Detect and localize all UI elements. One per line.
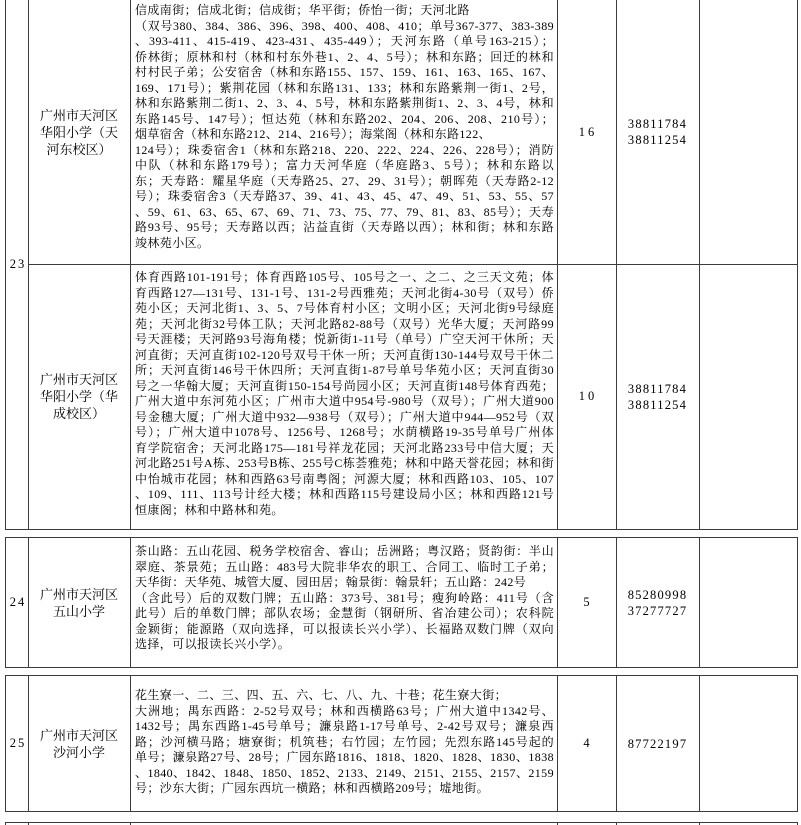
row-number-cell: 23 <box>9 257 27 271</box>
street-line: 村村民子弟；公安宿舍（林和东路155、157、159、161、163、165、167、 <box>135 65 554 79</box>
phone-number: 38811784 <box>627 381 688 396</box>
street-line: 路；沙河横马路；塘寮街；机筑巷；右竹园；左竹园；先烈东路145号起的 <box>135 734 554 749</box>
table-row <box>5 675 798 812</box>
class-count-cell: 4 <box>583 736 593 750</box>
street-line: 广州大道中东河苑小区；广州市大道中954号-980号（双号）；广州大道900 <box>135 394 554 408</box>
phone-number: 38811784 <box>627 117 688 131</box>
street-line: 号金穗大厦；广州大道中932—938号（双号）；广州大道中944—952号（双 <box>135 409 554 424</box>
street-line: 中队（林和东路179号）；富力天河华庭（华庭路3、5号）；林和东路以 <box>135 158 554 172</box>
empty-cell <box>699 0 797 264</box>
phone-number-block <box>628 736 688 752</box>
street-line: 号天涯楼；天河路93号海角楼；悦新街1-11号（单号）广空天河干休所；天 <box>135 332 554 346</box>
street-line: 、109、111、113号计经大楼；林和西路115号建设局小区；林和西路121号 <box>135 487 554 501</box>
street-line: 东；天寿路：耀星华庭（天寿路25、27、29、31号）；朝晖苑（天寿路2-12 <box>135 173 554 188</box>
phone-number: 38811254 <box>627 133 688 147</box>
street-line: （含此号）后的双数门牌；五山路：373号、381号；瘦狗岭路：411号（含 <box>135 590 554 605</box>
phone-number: 87722197 <box>627 736 688 751</box>
next-row-top-border <box>5 822 798 823</box>
street-line: 体育西路101-191号；体育西路105号、105号之一、之二、之三天文苑；体 <box>135 270 554 284</box>
street-line: （双号380、384、386、396、398、400、408、410；单号367-377、383-389 <box>135 18 554 33</box>
street-line: 路93号、95号；天寿路以西；沾益直街（天寿路以西）；林和街；林和东路 <box>135 220 554 234</box>
street-line: 号之一华翰大厦；天河直街150-154号尚园小区；天河直街148号体育西苑； <box>135 378 554 393</box>
street-line: 茶山路：五山花园、税务学校宿舍、睿山；岳洲路；粤汉路；贤韵街：半山 <box>135 544 554 558</box>
school-name-cell: 广州市天河区沙河小学 <box>39 727 118 760</box>
street-line: 169、171号）；紫荆花园（林和东路131、133；林和东路紫荆一街1、2号， <box>135 80 554 95</box>
street-list-cell <box>130 0 557 264</box>
street-line: 花生寮一、二、三、四、五、六、七、八、九、十巷；花生寮大街； <box>135 688 508 702</box>
phone-number-block <box>628 587 688 619</box>
phone-cell <box>616 538 699 667</box>
street-line: 河直街；天河直街102-120号双号干休一所；天河直街130-144号双号干休二 <box>135 347 554 362</box>
street-line: 恒康阁；林和中路林和苑。 <box>135 502 284 517</box>
phone-number: 85280998 <box>627 587 688 602</box>
street-line: 124号）；珠委宿舍1（林和东路218、220、222、224、226、228号）；消防 <box>135 142 554 157</box>
street-line: 翠庭、茶景苑；五山路：483号大院非华农的职工、合同工、临时工子弟； <box>135 559 554 574</box>
street-line: 中怡城市花园；林和西路63号南粤阁；河源大厦；林和西路103、105、107 <box>135 471 554 486</box>
street-list-cell <box>130 538 557 667</box>
class-count-cell: 10 <box>578 389 598 403</box>
street-list-cell <box>130 264 557 529</box>
phone-cell <box>616 264 699 529</box>
street-line: 育西路127—131号、131-1号、131-2号西雅苑；天河北街4-30号（双号）侨 <box>135 285 554 300</box>
empty-cell <box>699 264 797 529</box>
street-line: 侨林街；原林和村（林和村东外巷1、2、4、5号）；林和东路；回迁的林和 <box>135 49 554 64</box>
street-line: 竣林苑小区。 <box>135 235 210 250</box>
phone-number: 37277727 <box>627 603 688 618</box>
street-line: 烟草宿舍（林和东路212、214、216号）；海棠阁（林和东路122、 <box>135 127 492 141</box>
school-name-cell: 广州市天河区华阳小学（天河东校区） <box>39 107 118 157</box>
phone-cell <box>616 0 699 264</box>
street-line: 号）；珠委宿舍3（天寿路37、39、41、43、45、47、49、51、53、55、57 <box>135 189 554 203</box>
street-line: 苑小区；天河北街1、3、5、7号体育村小区；文明小区；天河北街9号绿庭 <box>135 301 554 315</box>
class-count-cell: 5 <box>583 595 593 609</box>
street-line: 育学院宿舍；天河北路175—181号祥龙花园；天河北路233号中信大厦；天 <box>135 440 554 455</box>
street-line: 号；沙东大街；广园东西坑一横路；林和西横路209号；墟地街。 <box>135 781 490 795</box>
empty-cell <box>699 538 797 667</box>
school-name-cell: 广州市天河区华阳小学（华成校区） <box>39 372 118 421</box>
empty-cell <box>699 676 797 811</box>
street-line: 信成南街；信成北街；信成街；华平街；侨怡一街；天河北路 <box>135 3 470 17</box>
street-line: 河北路251号A栋、253号B栋、255号C栋荟雅苑；林和中路天誉花园；林和街 <box>135 456 554 470</box>
street-list-cell <box>130 676 557 811</box>
phone-number-block <box>628 381 687 413</box>
street-line: 1432号；禺东西路1-45号单号；濂泉路1-17号单号、2-42号双号；濂泉西 <box>135 719 554 733</box>
street-line: 、1840、1842、1848、1850、1852、2133、2149、2151、2155、2157、2159 <box>135 765 554 780</box>
street-line: 单号；濂泉路27号、28号；广园东路1816、1818、1820、1828、1830、1838 <box>135 750 554 764</box>
street-line: 选择，可以报读长兴小学）。 <box>135 637 291 651</box>
school-name-cell: 广州市天河区五山小学 <box>39 586 118 619</box>
street-line: 金颖街；能源路（双向选择，可以报读长兴小学）、长福路双数门牌（双向 <box>135 621 554 636</box>
row-number-cell: 25 <box>9 736 27 750</box>
street-line: 天华街：天华苑、城管大厦、园田居；翰景街：翰景轩；五山路：242号 <box>135 575 527 589</box>
street-line: 林和东路紫荆二街1、2、3、4、5号，林和东路紫荆街1、2、3、4号，林和 <box>135 96 554 110</box>
street-line: 大洲地；禺东西路：2-52号双号；林和西横路63号；广州大道中1342号、 <box>135 703 554 718</box>
class-count-cell: 16 <box>578 124 598 139</box>
street-line: 苑；天河北街32号体工队；天河北路82-88号（双号）光华大厦；天河路99 <box>135 316 554 331</box>
street-line: 此号）后的单数门牌；部队农场；金慧街（钢研所、省冶建公司）；农科院 <box>135 606 554 620</box>
table-row <box>5 0 798 530</box>
phone-number-block <box>628 116 687 148</box>
street-line: 、393-411、415-419、423-431、435-449）；天河东路（单号163-215）； <box>135 34 554 48</box>
phone-number: 38811254 <box>627 397 688 412</box>
street-line: 、59、61、63、65、67、69、71、73、75、77、79、81、83、85号）；天寿 <box>135 204 554 219</box>
street-line: 号）；广州大道中1078号、1256号、1268号；水荫横路19-35号单号广州体 <box>135 425 554 439</box>
street-line: 东路145号、147号）；恒达苑（林和东路202、204、206、208、210号）； <box>135 111 554 126</box>
phone-cell <box>616 676 699 811</box>
street-line: 所；天河直街146号干休四所；天河直街1-87号单号华苑小区；天河直街30 <box>135 363 554 377</box>
table-row <box>5 537 798 668</box>
row-number-cell: 24 <box>9 595 27 609</box>
